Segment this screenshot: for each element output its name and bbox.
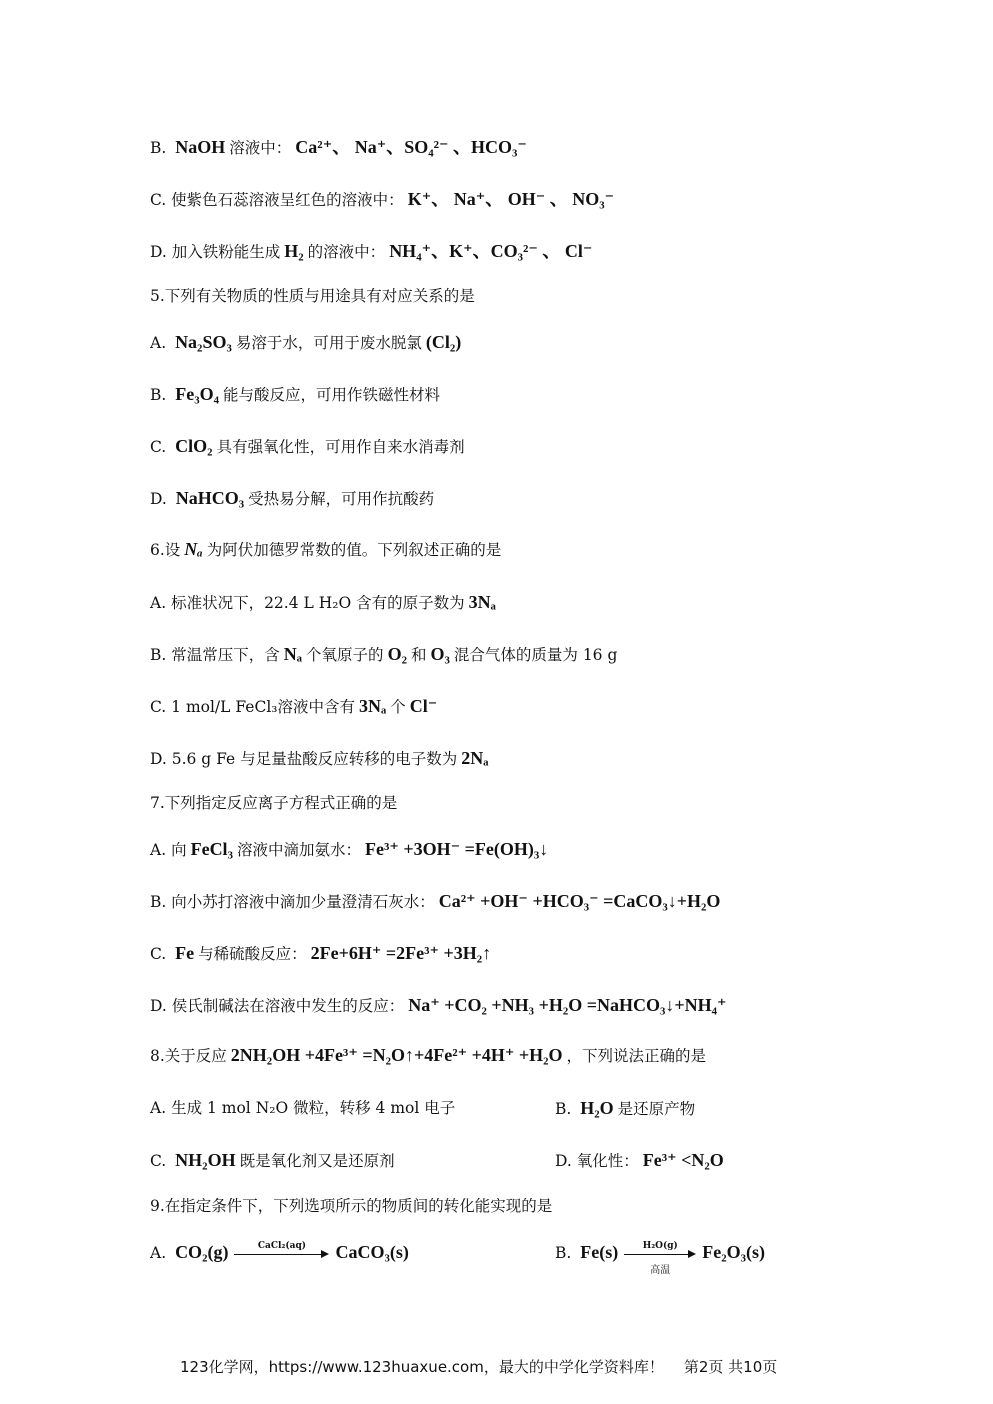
q9-option-b: B. Fe(s) H₂O(g) 高温 Fe₂O₃(s): [555, 1241, 766, 1276]
q6-option-b: B. 常温常压下，含 Nₐ 个氧原子的 O₂ 和 O₃ 混合气体的质量为 16 g: [150, 644, 618, 664]
footer-page-number: 第2页 共10页: [683, 1358, 778, 1376]
q8-option-b: B. H₂O 是还原产物: [555, 1098, 696, 1118]
q8-stem: 8.关于反应 2NH₂OH +4Fe³⁺ =N₂O↑+4Fe²⁺ +4H⁺ +H₂O ，下列说法正确的是: [150, 1045, 707, 1065]
q8-option-d: D. 氧化性： Fe³⁺ <N₂O: [555, 1150, 724, 1170]
reaction-arrow: CaCl₂(aq): [234, 1247, 329, 1261]
q8-option-c: C. NH₂OH 既是氧化剂又是还原剂: [150, 1150, 395, 1170]
q5-stem: 5.下列有关物质的性质与用途具有对应关系的是: [150, 287, 475, 305]
q6-stem: 6.设 Nₐ 为阿伏加德罗常数的值。下列叙述正确的是: [150, 539, 502, 559]
q9-option-a: A. CO₂(g) CaCl₂(aq) CaCO₃(s): [150, 1241, 409, 1262]
page-footer: [180, 1356, 777, 1377]
q6-option-c: C. 1 mol/L FeCl₃溶液中含有 3Nₐ 个 Cl⁻: [150, 696, 438, 716]
q7-option-b: B. 向小苏打溶液中滴加少量澄清石灰水： Ca²⁺ +OH⁻ +HCO₃⁻ =CaCO₃↓+H₂O: [150, 891, 721, 911]
q4-option-d: D. 加入铁粉能生成 H₂ 的溶液中： NH₄⁺、K⁺、CO₃²⁻ 、 Cl⁻: [150, 241, 593, 261]
q8-option-a: A. 生成 1 mol N₂O 微粒，转移 4 mol 电子: [150, 1099, 456, 1117]
footer-site: 123化学网，https://www.123huaxue.com，最大的中学化学资料库！: [180, 1358, 664, 1376]
q5-option-c: C. ClO₂ 具有强氧化性，可用作自来水消毒剂: [150, 436, 465, 456]
q6-option-a: A. 标准状况下，22.4 L H₂O 含有的原子数为 3Nₐ: [150, 592, 496, 612]
q7-option-a: A. 向 FeCl₃ 溶液中滴加氨水： Fe³⁺ +3OH⁻ =Fe(OH)₃↓: [150, 839, 549, 859]
q9-stem: 9.在指定条件下，下列选项所示的物质间的转化能实现的是: [150, 1197, 553, 1215]
q5-option-b: B. Fe₃O₄ 能与酸反应，可用作铁磁性材料: [150, 384, 441, 404]
q7-option-c: C. Fe 与稀硫酸反应： 2Fe+6H⁺ =2Fe³⁺ +3H₂↑: [150, 943, 492, 963]
q5-option-a: A. Na₂SO₃ 易溶于水，可用于废水脱氯 (Cl₂): [150, 332, 462, 352]
q7-stem: 7.下列指定反应离子方程式正确的是: [150, 794, 398, 812]
q6-option-d: D. 5.6 g Fe 与足量盐酸反应转移的电子数为 2Nₐ: [150, 748, 489, 768]
reaction-arrow: H₂O(g) 高温: [624, 1247, 696, 1261]
q4-option-c: C. 使紫色石蕊溶液呈红色的溶液中： K⁺、 Na⁺、 OH⁻ 、 NO₃⁻: [150, 189, 615, 209]
q7-option-d: D. 侯氏制碱法在溶液中发生的反应： Na⁺ +CO₂ +NH₃ +H₂O =NaHCO₃↓+NH₄⁺: [150, 995, 727, 1015]
q4-option-b: B. NaOH 溶液中： Ca²⁺、 Na⁺、SO₄²⁻ 、HCO₃⁻: [150, 137, 527, 157]
q5-option-d: D. NaHCO₃ 受热易分解，可用作抗酸药: [150, 488, 435, 508]
